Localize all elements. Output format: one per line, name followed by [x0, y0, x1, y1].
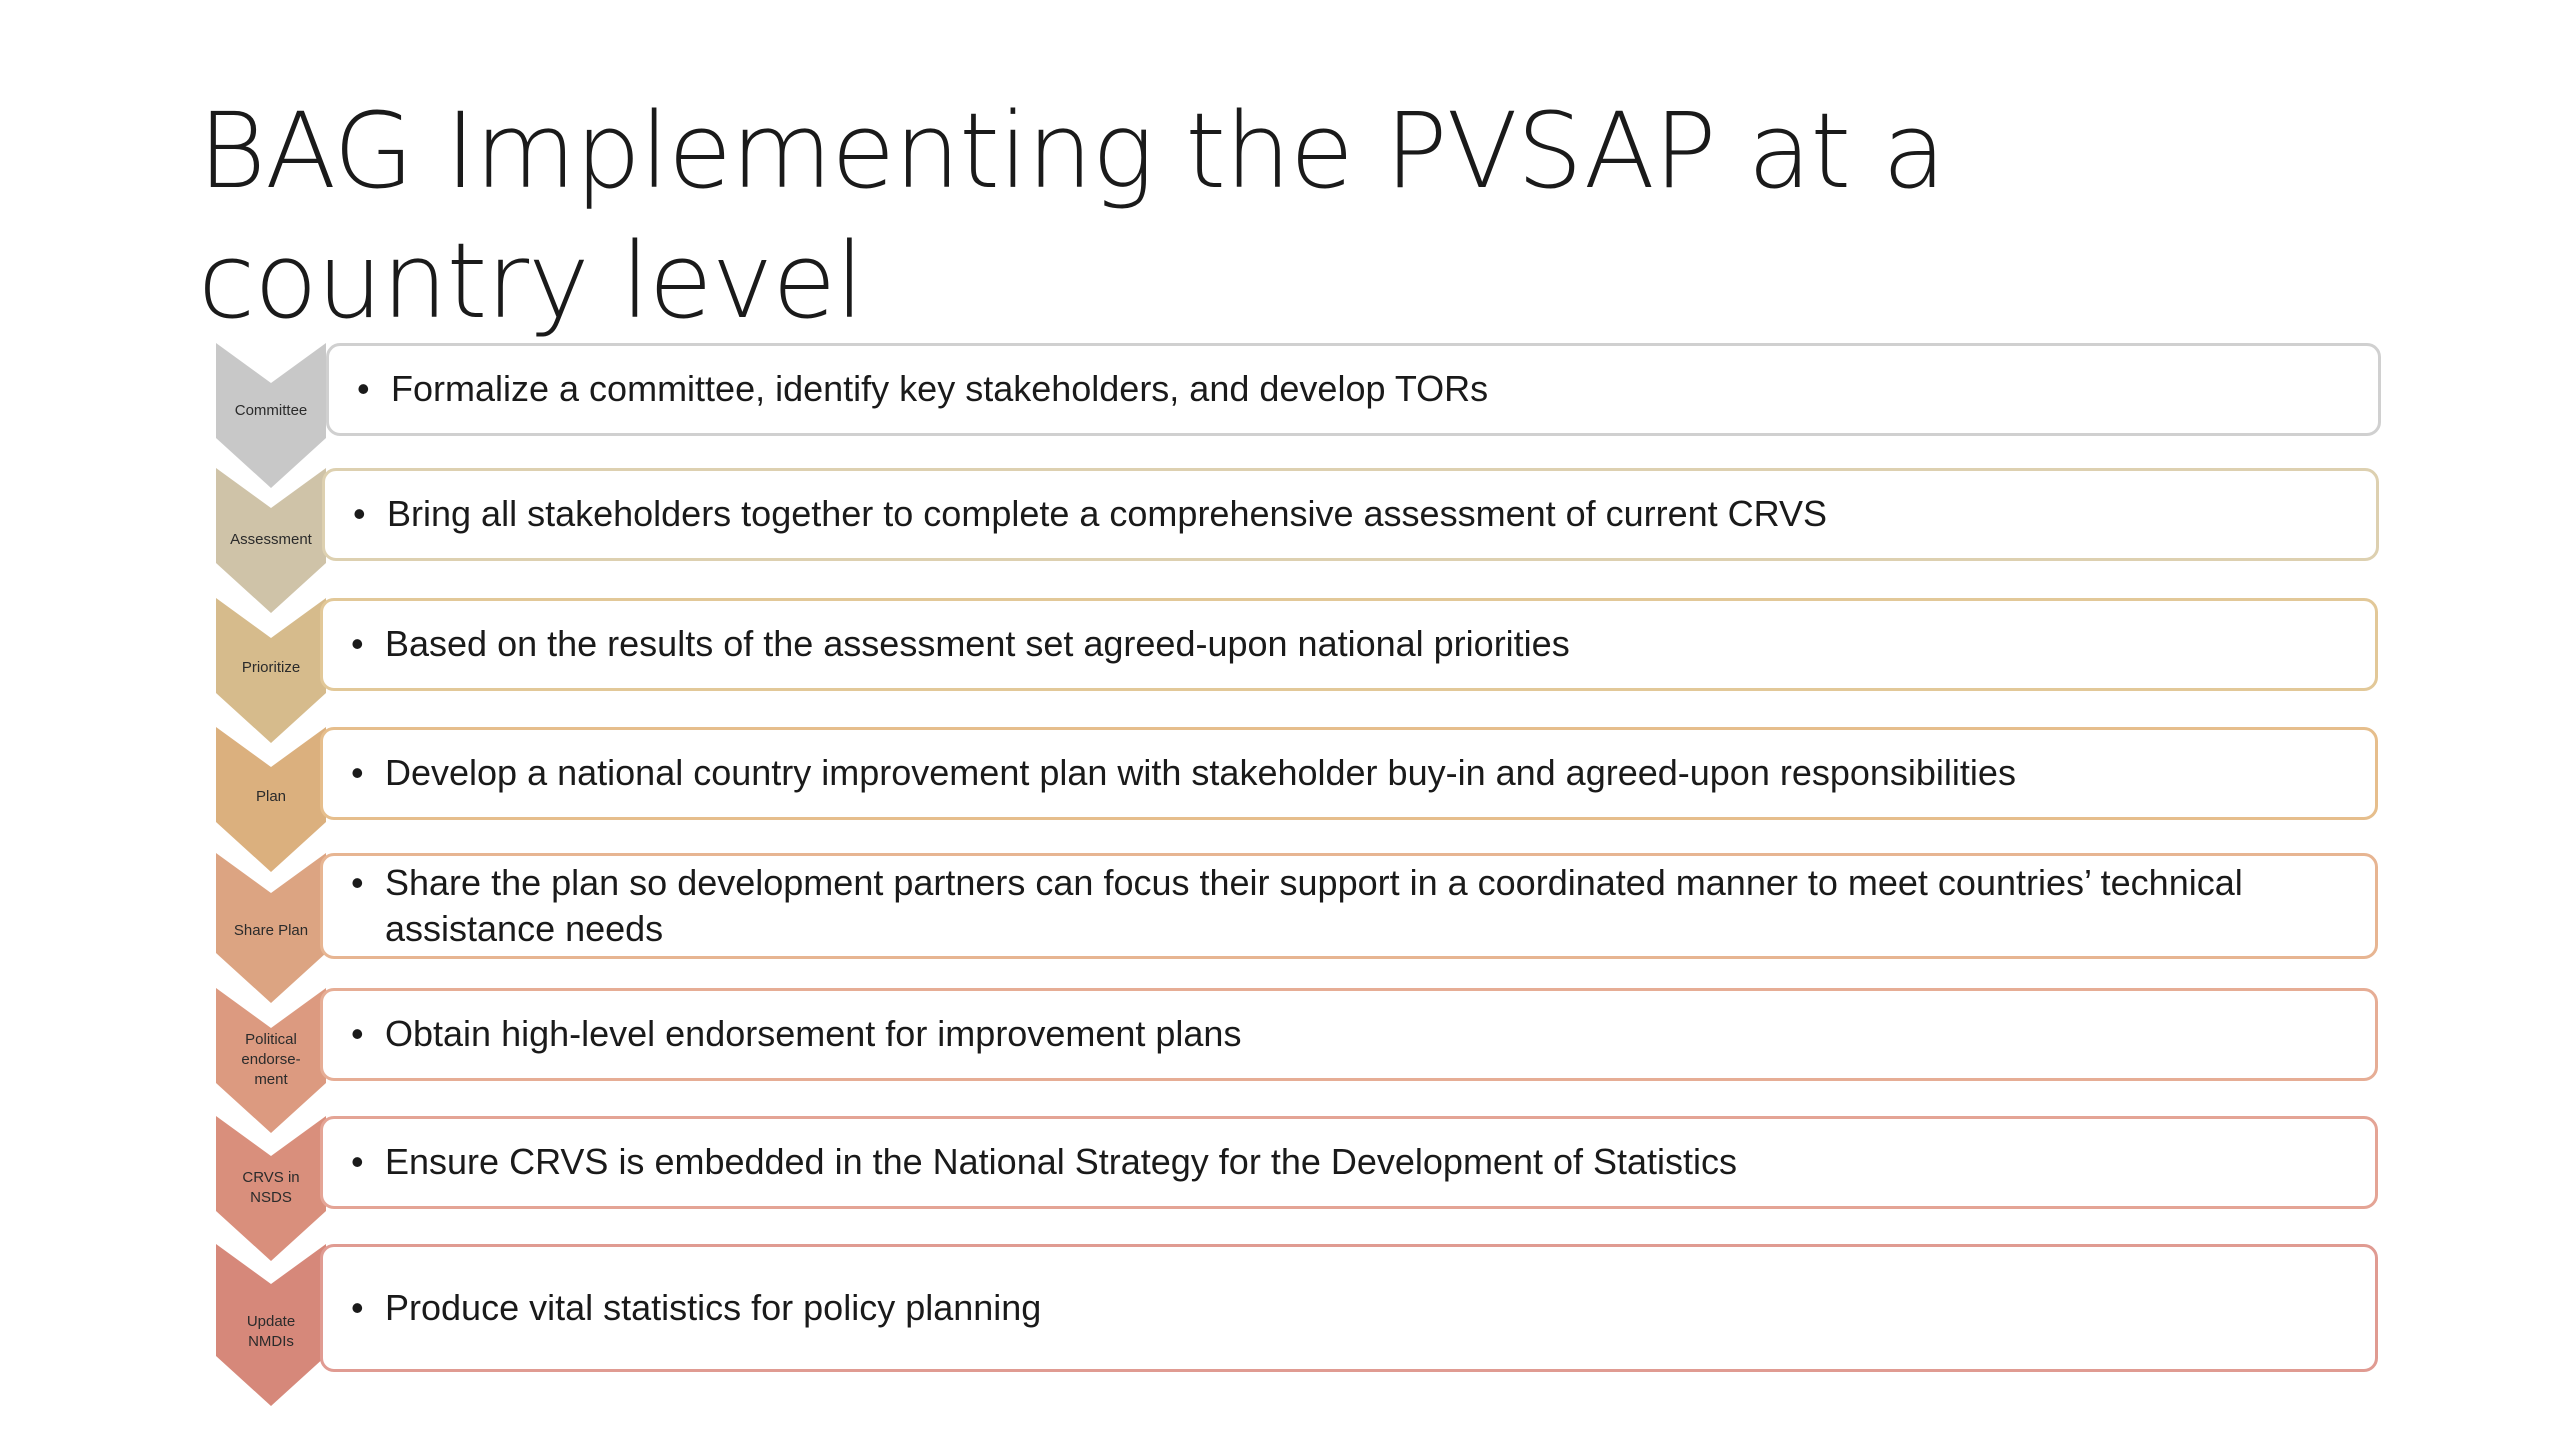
step-label: CRVS in NSDS [242, 1169, 300, 1206]
step-box [320, 853, 2378, 959]
step-chevron [216, 988, 326, 1133]
step-box [320, 1116, 2378, 1209]
step-text: Based on the results of the assessment set agreed-upon national priorities [385, 623, 1570, 664]
bullet-icon: • [357, 368, 370, 409]
step-chevron [216, 727, 326, 872]
step-chevron [216, 1244, 326, 1406]
step-text: Share the plan so development partners can focus their support in a coordinated manner to meet countries’ technical assistance needs [385, 862, 2243, 949]
step-label: Political endorse- ment [241, 1031, 301, 1088]
step-text: Develop a national country improvement plan with stakeholder buy-in and agreed-upon responsibilities [385, 752, 2016, 793]
step-chevron [216, 468, 326, 613]
step-box [320, 598, 2378, 691]
bullet-icon: • [351, 1013, 364, 1054]
step-box [320, 1244, 2378, 1372]
step-text: Bring all stakeholders together to complete a comprehensive assessment of current CRVS [387, 493, 1828, 534]
step-box [320, 727, 2378, 820]
step-text: Obtain high-level endorsement for improvement plans [385, 1013, 1242, 1054]
bullet-icon: • [351, 752, 364, 793]
step-label: Prioritize [241, 659, 301, 676]
bullet-icon: • [351, 623, 364, 664]
step-chevron [216, 343, 326, 488]
bullet-icon: • [351, 1141, 364, 1182]
slide-title: BAG Implementing the PVSAP at a country level [198, 90, 1945, 342]
step-box [320, 988, 2378, 1081]
step-label: Share Plan [233, 922, 309, 939]
step-box [326, 343, 2381, 436]
step-box [322, 468, 2379, 561]
bullet-icon: • [353, 493, 366, 534]
step-label: Plan [255, 788, 287, 805]
step-label: Committee [234, 402, 308, 419]
step-label: Assessment [230, 531, 312, 548]
step-chevron [216, 1116, 326, 1261]
step-chevron [216, 853, 326, 1003]
step-chevron [216, 598, 326, 743]
step-text: Ensure CRVS is embedded in the National Strategy for the Development of Statistics [385, 1141, 1738, 1182]
bullet-icon: • [351, 1287, 364, 1328]
step-text: Formalize a committee, identify key stakeholders, and develop TORs [391, 368, 1489, 409]
step-label: Update NMDIs [246, 1313, 296, 1350]
step-text: Produce vital statistics for policy planning [385, 1287, 1042, 1328]
bullet-icon: • [351, 862, 364, 903]
